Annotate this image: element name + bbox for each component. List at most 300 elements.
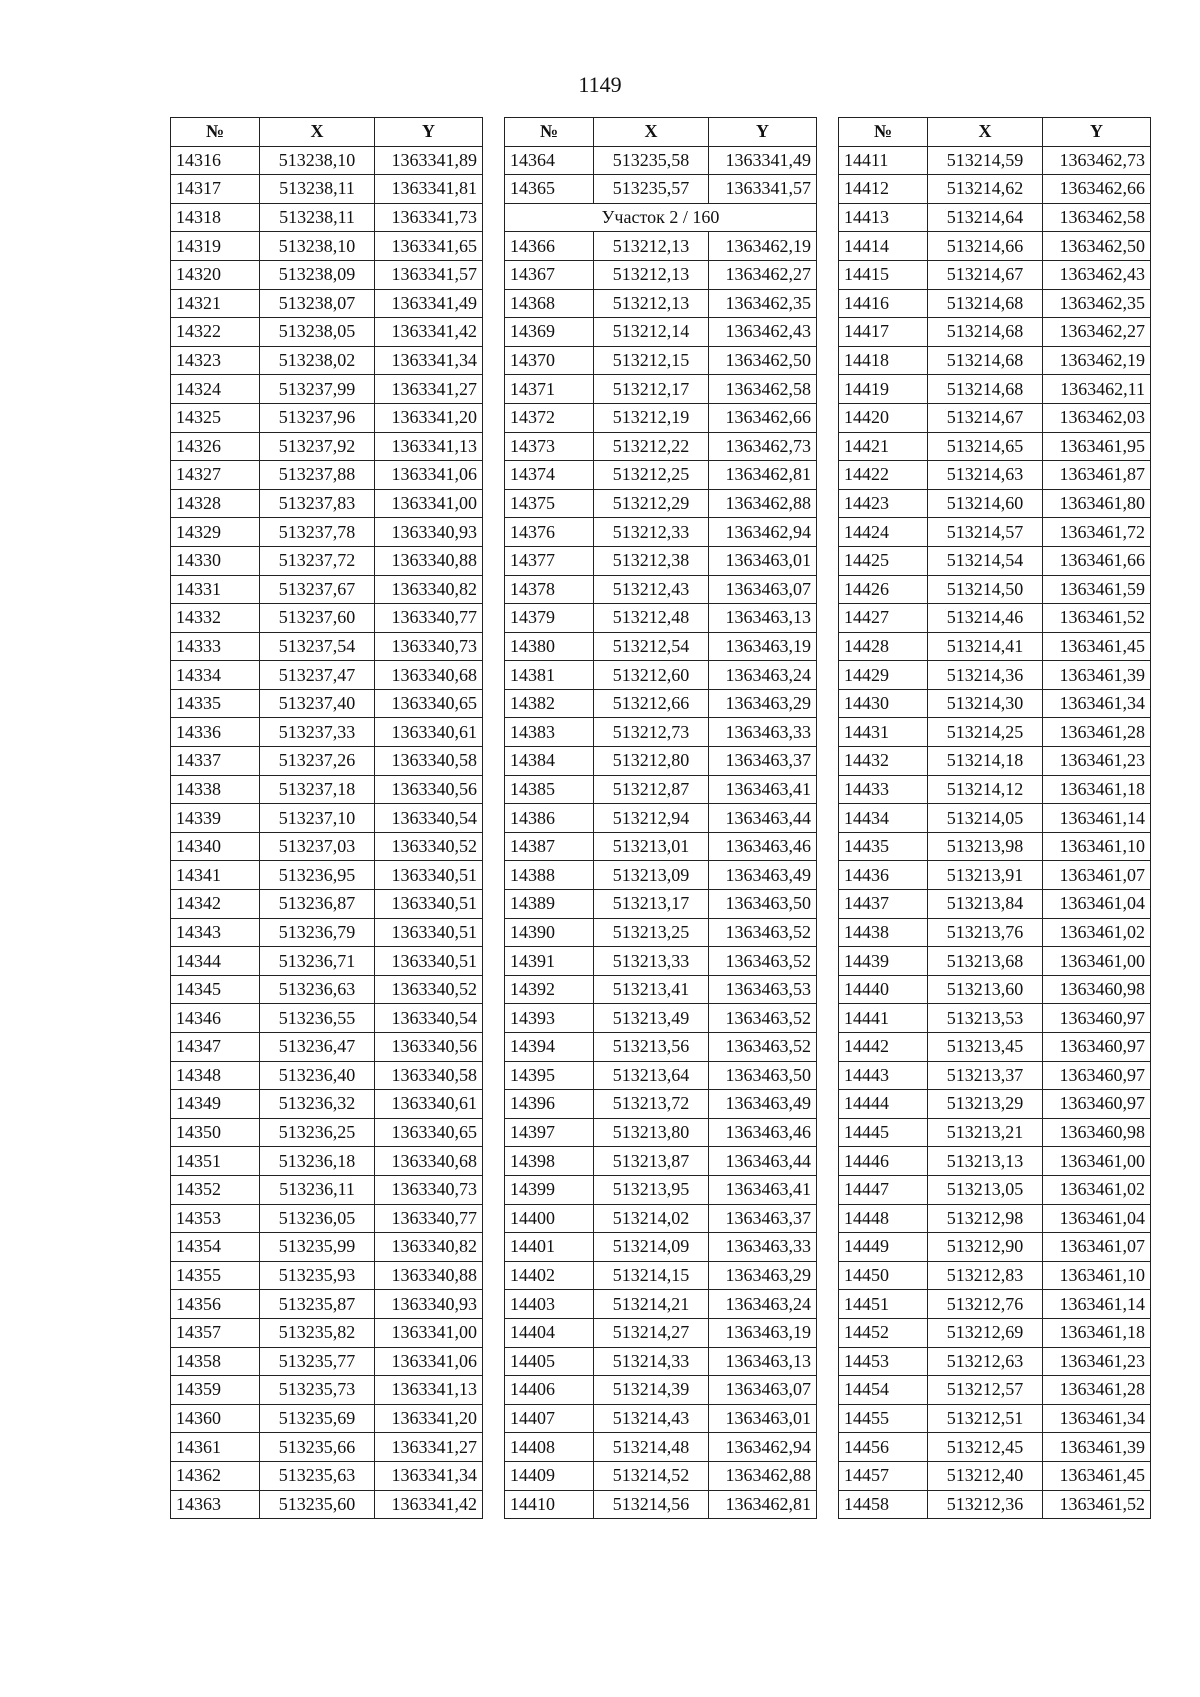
coordinates-table-3 [838, 117, 1151, 1519]
x-coordinate-cell: 513236,05 [260, 1204, 375, 1233]
x-coordinate-cell: 513236,18 [260, 1147, 375, 1176]
table-row [505, 403, 817, 432]
x-coordinate-cell: 513213,98 [928, 832, 1043, 861]
y-coordinate-cell: 1363340,68 [375, 1147, 483, 1176]
x-coordinate-cell: 513214,43 [594, 1404, 709, 1433]
table-row [839, 1461, 1151, 1490]
x-coordinate-cell: 513237,33 [260, 718, 375, 747]
point-number-cell: 14383 [505, 718, 594, 747]
y-coordinate-cell: 1363462,50 [1043, 232, 1151, 261]
table-row [505, 1090, 817, 1119]
column-header-number: № [839, 118, 928, 147]
point-number-cell: 14433 [839, 775, 928, 804]
point-number-cell: 14366 [505, 232, 594, 261]
x-coordinate-cell: 513212,38 [594, 546, 709, 575]
point-number-cell: 14327 [171, 461, 260, 490]
y-coordinate-cell: 1363461,18 [1043, 1318, 1151, 1347]
y-coordinate-cell: 1363461,34 [1043, 689, 1151, 718]
point-number-cell: 14422 [839, 461, 928, 490]
point-number-cell: 14342 [171, 890, 260, 919]
table-row [839, 203, 1151, 232]
table-row [505, 1033, 817, 1062]
y-coordinate-cell: 1363341,27 [375, 375, 483, 404]
y-coordinate-cell: 1363341,34 [375, 1461, 483, 1490]
table-row [171, 975, 483, 1004]
point-number-cell: 14364 [505, 146, 594, 175]
x-coordinate-cell: 513214,52 [594, 1461, 709, 1490]
table-row [839, 861, 1151, 890]
x-coordinate-cell: 513214,68 [928, 289, 1043, 318]
y-coordinate-cell: 1363461,80 [1043, 489, 1151, 518]
table-row [839, 232, 1151, 261]
y-coordinate-cell: 1363463,07 [709, 1376, 817, 1405]
table-row [171, 1004, 483, 1033]
point-number-cell: 14317 [171, 175, 260, 204]
table-row [839, 1433, 1151, 1462]
point-number-cell: 14385 [505, 775, 594, 804]
x-coordinate-cell: 513214,46 [928, 604, 1043, 633]
x-coordinate-cell: 513213,87 [594, 1147, 709, 1176]
x-coordinate-cell: 513213,72 [594, 1090, 709, 1119]
table-row [171, 461, 483, 490]
point-number-cell: 14406 [505, 1376, 594, 1405]
y-coordinate-cell: 1363461,34 [1043, 1404, 1151, 1433]
point-number-cell: 14415 [839, 260, 928, 289]
table-row [839, 318, 1151, 347]
y-coordinate-cell: 1363460,97 [1043, 1004, 1151, 1033]
y-coordinate-cell: 1363462,66 [709, 403, 817, 432]
point-number-cell: 14333 [171, 632, 260, 661]
point-number-cell: 14418 [839, 346, 928, 375]
table-row [839, 1290, 1151, 1319]
table-row [171, 1376, 483, 1405]
x-coordinate-cell: 513214,25 [928, 718, 1043, 747]
x-coordinate-cell: 513212,57 [928, 1376, 1043, 1405]
y-coordinate-cell: 1363340,54 [375, 804, 483, 833]
x-coordinate-cell: 513213,80 [594, 1118, 709, 1147]
table-row [839, 1233, 1151, 1262]
table-row [505, 890, 817, 919]
x-coordinate-cell: 513212,80 [594, 747, 709, 776]
x-coordinate-cell: 513235,66 [260, 1433, 375, 1462]
y-coordinate-cell: 1363340,65 [375, 1118, 483, 1147]
x-coordinate-cell: 513212,87 [594, 775, 709, 804]
x-coordinate-cell: 513213,29 [928, 1090, 1043, 1119]
point-number-cell: 14423 [839, 489, 928, 518]
y-coordinate-cell: 1363463,52 [709, 1033, 817, 1062]
x-coordinate-cell: 513237,26 [260, 747, 375, 776]
x-coordinate-cell: 513236,25 [260, 1118, 375, 1147]
x-coordinate-cell: 513214,65 [928, 432, 1043, 461]
column-header-x: X [260, 118, 375, 147]
point-number-cell: 14435 [839, 832, 928, 861]
table-row [171, 1461, 483, 1490]
point-number-cell: 14441 [839, 1004, 928, 1033]
x-coordinate-cell: 513238,09 [260, 260, 375, 289]
point-number-cell: 14413 [839, 203, 928, 232]
point-number-cell: 14414 [839, 232, 928, 261]
table-row [839, 461, 1151, 490]
point-number-cell: 14434 [839, 804, 928, 833]
table-row [505, 1347, 817, 1376]
point-number-cell: 14389 [505, 890, 594, 919]
table-row [505, 518, 817, 547]
x-coordinate-cell: 513214,68 [928, 318, 1043, 347]
y-coordinate-cell: 1363462,94 [709, 518, 817, 547]
point-number-cell: 14384 [505, 747, 594, 776]
x-coordinate-cell: 513237,67 [260, 575, 375, 604]
point-number-cell: 14348 [171, 1061, 260, 1090]
y-coordinate-cell: 1363341,06 [375, 1347, 483, 1376]
y-coordinate-cell: 1363340,61 [375, 1090, 483, 1119]
point-number-cell: 14318 [171, 203, 260, 232]
x-coordinate-cell: 513237,18 [260, 775, 375, 804]
y-coordinate-cell: 1363462,81 [709, 1490, 817, 1519]
table-row [505, 1261, 817, 1290]
x-coordinate-cell: 513214,57 [928, 518, 1043, 547]
x-coordinate-cell: 513212,14 [594, 318, 709, 347]
point-number-cell: 14417 [839, 318, 928, 347]
point-number-cell: 14445 [839, 1118, 928, 1147]
point-number-cell: 14428 [839, 632, 928, 661]
point-number-cell: 14457 [839, 1461, 928, 1490]
table-row [171, 403, 483, 432]
y-coordinate-cell: 1363341,65 [375, 232, 483, 261]
point-number-cell: 14430 [839, 689, 928, 718]
point-number-cell: 14442 [839, 1033, 928, 1062]
table-row [505, 747, 817, 776]
table-row [839, 947, 1151, 976]
table-row [171, 1347, 483, 1376]
x-coordinate-cell: 513235,82 [260, 1318, 375, 1347]
table-row [839, 832, 1151, 861]
y-coordinate-cell: 1363463,19 [709, 632, 817, 661]
y-coordinate-cell: 1363463,44 [709, 1147, 817, 1176]
table-row [839, 975, 1151, 1004]
point-number-cell: 14355 [171, 1261, 260, 1290]
table-row [171, 1433, 483, 1462]
table-row [171, 632, 483, 661]
table-row [839, 1376, 1151, 1405]
x-coordinate-cell: 513235,87 [260, 1290, 375, 1319]
y-coordinate-cell: 1363461,07 [1043, 1233, 1151, 1262]
point-number-cell: 14446 [839, 1147, 928, 1176]
point-number-cell: 14436 [839, 861, 928, 890]
table-row [839, 146, 1151, 175]
y-coordinate-cell: 1363340,54 [375, 1004, 483, 1033]
table-row [839, 890, 1151, 919]
table-row [839, 546, 1151, 575]
table-row [171, 1090, 483, 1119]
x-coordinate-cell: 513212,17 [594, 375, 709, 404]
y-coordinate-cell: 1363340,88 [375, 1261, 483, 1290]
y-coordinate-cell: 1363463,29 [709, 1261, 817, 1290]
point-number-cell: 14388 [505, 861, 594, 890]
table-row [505, 975, 817, 1004]
y-coordinate-cell: 1363463,41 [709, 775, 817, 804]
table-row [505, 1204, 817, 1233]
table-row [839, 1204, 1151, 1233]
table-row [171, 1261, 483, 1290]
point-number-cell: 14367 [505, 260, 594, 289]
point-number-cell: 14454 [839, 1376, 928, 1405]
x-coordinate-cell: 513212,63 [928, 1347, 1043, 1376]
section-header-row [505, 203, 817, 232]
y-coordinate-cell: 1363340,88 [375, 546, 483, 575]
table-row [171, 203, 483, 232]
y-coordinate-cell: 1363463,29 [709, 689, 817, 718]
x-coordinate-cell: 513237,10 [260, 804, 375, 833]
y-coordinate-cell: 1363461,39 [1043, 1433, 1151, 1462]
x-coordinate-cell: 513214,05 [928, 804, 1043, 833]
table-row [171, 260, 483, 289]
point-number-cell: 14394 [505, 1033, 594, 1062]
point-number-cell: 14362 [171, 1461, 260, 1490]
x-coordinate-cell: 513212,90 [928, 1233, 1043, 1262]
x-coordinate-cell: 513212,13 [594, 289, 709, 318]
y-coordinate-cell: 1363463,13 [709, 1347, 817, 1376]
y-coordinate-cell: 1363340,93 [375, 1290, 483, 1319]
point-number-cell: 14455 [839, 1404, 928, 1433]
x-coordinate-cell: 513212,54 [594, 632, 709, 661]
x-coordinate-cell: 513213,25 [594, 918, 709, 947]
table-row [505, 375, 817, 404]
table-row [505, 861, 817, 890]
point-number-cell: 14344 [171, 947, 260, 976]
x-coordinate-cell: 513238,11 [260, 175, 375, 204]
y-coordinate-cell: 1363461,52 [1043, 1490, 1151, 1519]
table-row [171, 1147, 483, 1176]
point-number-cell: 14425 [839, 546, 928, 575]
x-coordinate-cell: 513238,02 [260, 346, 375, 375]
point-number-cell: 14399 [505, 1175, 594, 1204]
x-coordinate-cell: 513212,66 [594, 689, 709, 718]
x-coordinate-cell: 513213,13 [928, 1147, 1043, 1176]
table-row [505, 1233, 817, 1262]
point-number-cell: 14332 [171, 604, 260, 633]
point-number-cell: 14427 [839, 604, 928, 633]
point-number-cell: 14391 [505, 947, 594, 976]
y-coordinate-cell: 1363463,07 [709, 575, 817, 604]
x-coordinate-cell: 513212,43 [594, 575, 709, 604]
point-number-cell: 14326 [171, 432, 260, 461]
x-coordinate-cell: 513212,60 [594, 661, 709, 690]
x-coordinate-cell: 513235,57 [594, 175, 709, 204]
x-coordinate-cell: 513212,22 [594, 432, 709, 461]
y-coordinate-cell: 1363463,53 [709, 975, 817, 1004]
point-number-cell: 14316 [171, 146, 260, 175]
x-coordinate-cell: 513213,56 [594, 1033, 709, 1062]
y-coordinate-cell: 1363340,68 [375, 661, 483, 690]
x-coordinate-cell: 513214,21 [594, 1290, 709, 1319]
section-title: Участок 2 / 160 [505, 203, 817, 232]
table-row [171, 546, 483, 575]
x-coordinate-cell: 513212,13 [594, 232, 709, 261]
point-number-cell: 14411 [839, 146, 928, 175]
y-coordinate-cell: 1363462,66 [1043, 175, 1151, 204]
y-coordinate-cell: 1363461,28 [1043, 718, 1151, 747]
y-coordinate-cell: 1363340,65 [375, 689, 483, 718]
table-row [171, 718, 483, 747]
point-number-cell: 14386 [505, 804, 594, 833]
point-number-cell: 14365 [505, 175, 594, 204]
table-row [839, 1004, 1151, 1033]
x-coordinate-cell: 513212,51 [928, 1404, 1043, 1433]
x-coordinate-cell: 513237,99 [260, 375, 375, 404]
y-coordinate-cell: 1363340,56 [375, 1033, 483, 1062]
y-coordinate-cell: 1363341,20 [375, 1404, 483, 1433]
table-row [505, 489, 817, 518]
y-coordinate-cell: 1363341,27 [375, 1433, 483, 1462]
point-number-cell: 14452 [839, 1318, 928, 1347]
x-coordinate-cell: 513213,60 [928, 975, 1043, 1004]
y-coordinate-cell: 1363461,45 [1043, 1461, 1151, 1490]
y-coordinate-cell: 1363340,73 [375, 1175, 483, 1204]
x-coordinate-cell: 513212,33 [594, 518, 709, 547]
y-coordinate-cell: 1363340,51 [375, 918, 483, 947]
point-number-cell: 14351 [171, 1147, 260, 1176]
x-coordinate-cell: 513214,39 [594, 1376, 709, 1405]
table-row [171, 175, 483, 204]
table-row [505, 1433, 817, 1462]
point-number-cell: 14409 [505, 1461, 594, 1490]
point-number-cell: 14431 [839, 718, 928, 747]
point-number-cell: 14395 [505, 1061, 594, 1090]
x-coordinate-cell: 513214,41 [928, 632, 1043, 661]
y-coordinate-cell: 1363461,04 [1043, 1204, 1151, 1233]
point-number-cell: 14444 [839, 1090, 928, 1119]
column-header-y: Y [375, 118, 483, 147]
x-coordinate-cell: 513237,92 [260, 432, 375, 461]
point-number-cell: 14401 [505, 1233, 594, 1262]
table-header-row [839, 118, 1151, 147]
x-coordinate-cell: 513235,69 [260, 1404, 375, 1433]
y-coordinate-cell: 1363461,28 [1043, 1376, 1151, 1405]
table-row [839, 604, 1151, 633]
x-coordinate-cell: 513237,78 [260, 518, 375, 547]
table-row [171, 318, 483, 347]
point-number-cell: 14361 [171, 1433, 260, 1462]
x-coordinate-cell: 513212,29 [594, 489, 709, 518]
x-coordinate-cell: 513212,48 [594, 604, 709, 633]
x-coordinate-cell: 513235,93 [260, 1261, 375, 1290]
table-row [839, 632, 1151, 661]
point-number-cell: 14330 [171, 546, 260, 575]
x-coordinate-cell: 513213,68 [928, 947, 1043, 976]
x-coordinate-cell: 513214,67 [928, 403, 1043, 432]
point-number-cell: 14443 [839, 1061, 928, 1090]
point-number-cell: 14396 [505, 1090, 594, 1119]
y-coordinate-cell: 1363340,73 [375, 632, 483, 661]
point-number-cell: 14350 [171, 1118, 260, 1147]
x-coordinate-cell: 513214,56 [594, 1490, 709, 1519]
column-header-number: № [505, 118, 594, 147]
x-coordinate-cell: 513237,03 [260, 832, 375, 861]
point-number-cell: 14370 [505, 346, 594, 375]
x-coordinate-cell: 513237,54 [260, 632, 375, 661]
x-coordinate-cell: 513214,09 [594, 1233, 709, 1262]
x-coordinate-cell: 513212,40 [928, 1461, 1043, 1490]
table-row [171, 1233, 483, 1262]
point-number-cell: 14438 [839, 918, 928, 947]
y-coordinate-cell: 1363340,61 [375, 718, 483, 747]
y-coordinate-cell: 1363341,42 [375, 1490, 483, 1519]
table-row [505, 604, 817, 633]
y-coordinate-cell: 1363463,50 [709, 890, 817, 919]
table-row [839, 260, 1151, 289]
table-row [505, 632, 817, 661]
table-row [171, 747, 483, 776]
table-row [505, 1004, 817, 1033]
x-coordinate-cell: 513214,60 [928, 489, 1043, 518]
x-coordinate-cell: 513238,10 [260, 232, 375, 261]
y-coordinate-cell: 1363461,45 [1043, 632, 1151, 661]
point-number-cell: 14359 [171, 1376, 260, 1405]
table-row [839, 1033, 1151, 1062]
point-number-cell: 14407 [505, 1404, 594, 1433]
table-row [839, 1318, 1151, 1347]
y-coordinate-cell: 1363461,14 [1043, 804, 1151, 833]
y-coordinate-cell: 1363461,66 [1043, 546, 1151, 575]
point-number-cell: 14426 [839, 575, 928, 604]
point-number-cell: 14334 [171, 661, 260, 690]
y-coordinate-cell: 1363463,24 [709, 661, 817, 690]
point-number-cell: 14398 [505, 1147, 594, 1176]
column-header-number: № [171, 118, 260, 147]
point-number-cell: 14456 [839, 1433, 928, 1462]
y-coordinate-cell: 1363461,39 [1043, 661, 1151, 690]
table-row [839, 175, 1151, 204]
y-coordinate-cell: 1363462,19 [709, 232, 817, 261]
table-row [839, 747, 1151, 776]
y-coordinate-cell: 1363340,77 [375, 1204, 483, 1233]
y-coordinate-cell: 1363463,33 [709, 718, 817, 747]
y-coordinate-cell: 1363461,95 [1043, 432, 1151, 461]
point-number-cell: 14380 [505, 632, 594, 661]
x-coordinate-cell: 513237,96 [260, 403, 375, 432]
x-coordinate-cell: 513214,68 [928, 375, 1043, 404]
table-row [171, 146, 483, 175]
y-coordinate-cell: 1363340,93 [375, 518, 483, 547]
table-row [839, 1118, 1151, 1147]
table-row [505, 175, 817, 204]
table-row [505, 718, 817, 747]
table-row [839, 403, 1151, 432]
table-row [505, 775, 817, 804]
y-coordinate-cell: 1363463,52 [709, 947, 817, 976]
table-row [505, 461, 817, 490]
y-coordinate-cell: 1363341,89 [375, 146, 483, 175]
point-number-cell: 14432 [839, 747, 928, 776]
point-number-cell: 14358 [171, 1347, 260, 1376]
point-number-cell: 14402 [505, 1261, 594, 1290]
y-coordinate-cell: 1363340,58 [375, 1061, 483, 1090]
x-coordinate-cell: 513213,91 [928, 861, 1043, 890]
y-coordinate-cell: 1363461,07 [1043, 861, 1151, 890]
x-coordinate-cell: 513213,49 [594, 1004, 709, 1033]
point-number-cell: 14390 [505, 918, 594, 947]
table-row [839, 1175, 1151, 1204]
y-coordinate-cell: 1363461,00 [1043, 1147, 1151, 1176]
table-row [839, 1404, 1151, 1433]
x-coordinate-cell: 513235,77 [260, 1347, 375, 1376]
point-number-cell: 14341 [171, 861, 260, 890]
table-row [171, 890, 483, 919]
table-row [505, 1175, 817, 1204]
point-number-cell: 14356 [171, 1290, 260, 1319]
y-coordinate-cell: 1363462,73 [1043, 146, 1151, 175]
y-coordinate-cell: 1363341,73 [375, 203, 483, 232]
